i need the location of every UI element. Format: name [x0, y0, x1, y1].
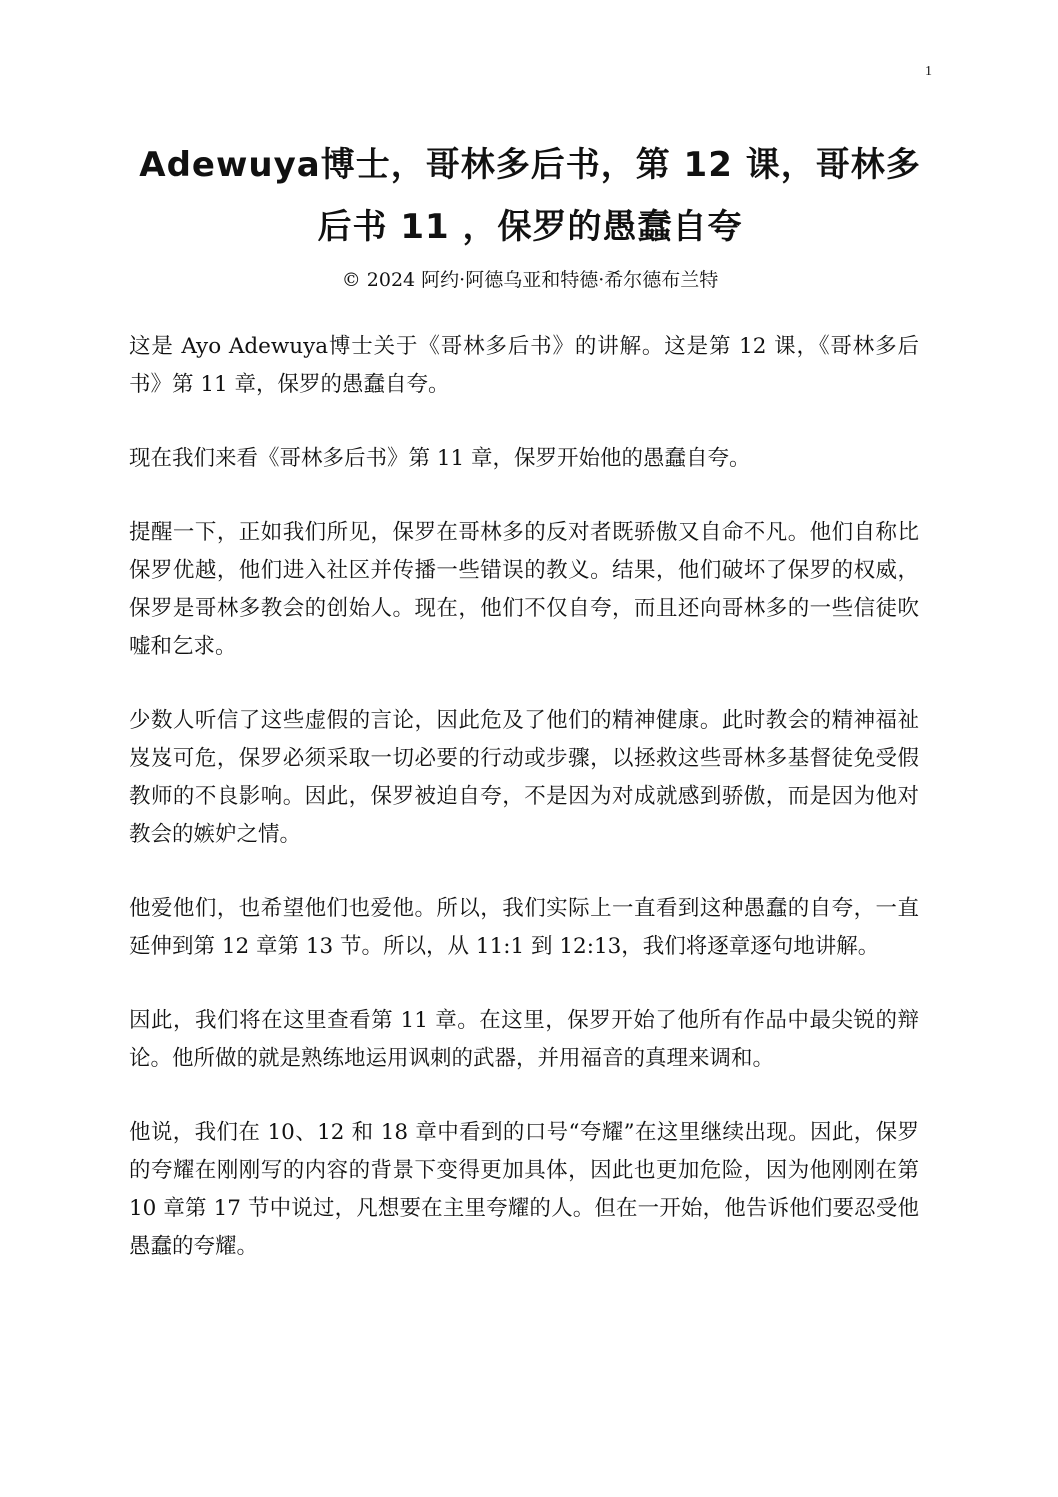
copyright-line: © 2024 阿约·阿德乌亚和特德·希尔德布兰特 — [341, 269, 719, 291]
paragraph-7: 他说，我们在 10、12 和 18 章中看到的口号“夸耀”在这里继续出现。因此，保罗的夸耀在刚刚写的内容的背景下变得更加具体，因此也更加危险，因为他刚刚在第 10 章第 17 节中说过，凡想要在主里夸耀的人。但在一开始，他告诉他们要忍受他愚蠢的夸耀。 — [129, 1120, 919, 1259]
document-title: Adewuya博士，哥林多后书，第 12 课，哥林多后书 11 ，保罗的愚蠢自夸 — [139, 145, 921, 247]
paragraph-1: 这是 Ayo Adewuya博士关于《哥林多后书》的讲解。这是第 12 课，《哥林多后书》第 11 章，保罗的愚蠢自夸。 — [129, 334, 919, 397]
paragraph-3: 提醒一下，正如我们所见，保罗在哥林多的反对者既骄傲又自命不凡。他们自称比保罗优越，他们进入社区并传播一些错误的教义。结果，他们破坏了保罗的权威，保罗是哥林多教会的创始人。现在，他们不仅自夸，而且还向哥林多的一些信徒吹嘘和乞求。 — [129, 520, 919, 659]
document-body — [129, 328, 919, 1302]
page-number: 1 — [925, 64, 932, 79]
paragraph-4: 少数人听信了这些虚假的言论，因此危及了他们的精神健康。此时教会的精神福祉岌岌可危，保罗必须采取一切必要的行动或步骤，以拯救这些哥林多基督徒免受假教师的不良影响。因此，保罗被迫自夸，不是因为对成就感到骄傲，而是因为他对教会的嫉妒之情。 — [129, 708, 919, 847]
paragraph-6: 因此，我们将在这里查看第 11 章。在这里，保罗开始了他所有作品中最尖锐的辩论。他所做的就是熟练地运用讽刺的武器，并用福音的真理来调和。 — [129, 1008, 919, 1071]
paragraph-5: 他爱他们，也希望他们也爱他。所以，我们实际上一直看到这种愚蠢的自夸，一直延伸到第 12 章第 13 节。所以，从 11:1 到 12:13，我们将逐章逐句地讲解。 — [129, 896, 919, 959]
paragraph-2: 现在我们来看《哥林多后书》第 11 章，保罗开始他的愚蠢自夸。 — [129, 446, 751, 471]
